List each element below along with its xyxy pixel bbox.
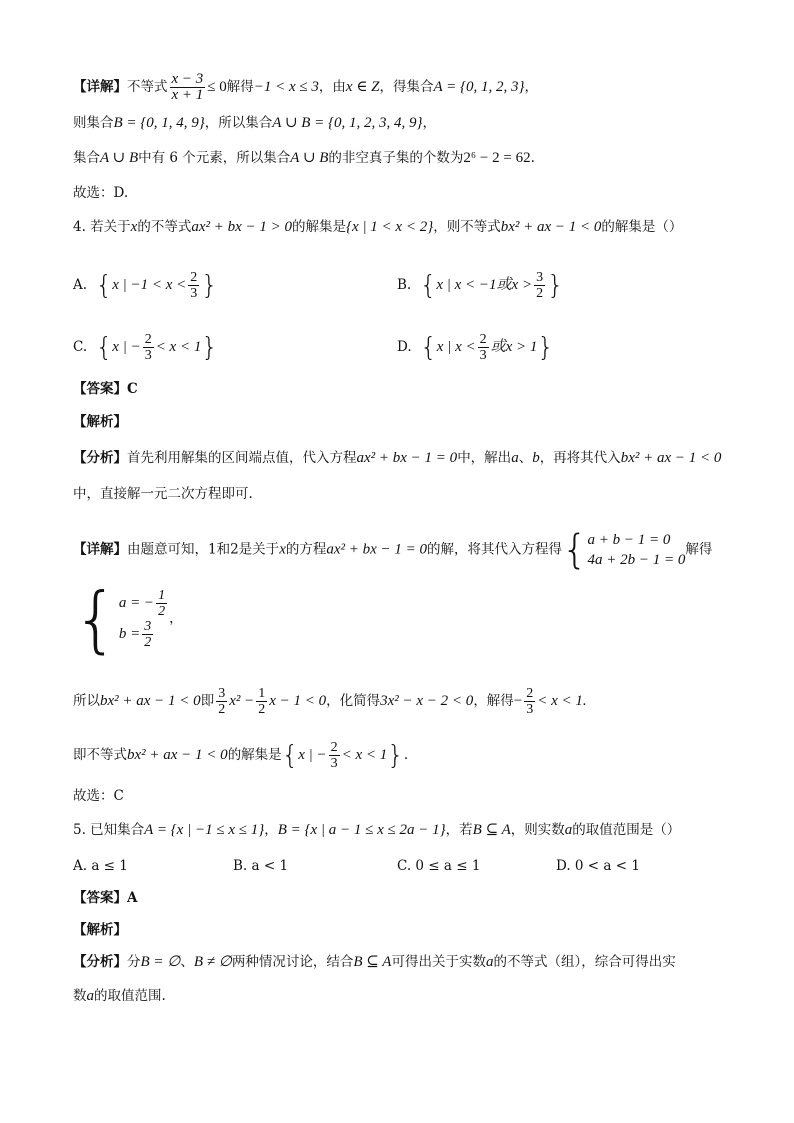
solution-system: { a = − $\frac{1}{2}$ b = $\frac{3}{2}$ ， xyxy=(73,577,183,661)
analysis-5-line-1: 【分析】分B = ∅、B ≠ ∅两种情况讨论，结合B ⊆ A可得出关于实数a的不等式（组），综合可得出实 xyxy=(73,954,676,970)
question-5: 5. 已知集合A = {x | −1 ≤ x ≤ 1}，B = {x | a − 1 ≤ x ≤ 2a − 1}，若B ⊆ A，则实数a的取值范围是（） xyxy=(73,822,681,838)
detail-tag: 【详解】 xyxy=(73,79,127,95)
fraction: $\frac{2}{3}$ xyxy=(526,686,534,717)
fraction: $\frac{x - 3}{x + 1}$ xyxy=(171,71,204,103)
fraction: $\frac{1}{2}$ xyxy=(158,588,166,619)
fraction: $\frac{3}{2}$ xyxy=(218,686,226,717)
analysis-5-header: 【解析】 xyxy=(73,922,127,938)
option-c[interactable]: C. {x | − $\frac{2}{3}$ < x < 1} xyxy=(73,332,218,363)
fraction: $\frac{2}{3}$ xyxy=(144,332,152,363)
q5-option-a[interactable]: A. a ≤ 1 xyxy=(73,858,128,874)
q5-option-b[interactable]: B. a < 1 xyxy=(233,858,289,874)
detail-4-line-1: 【详解】由题意可知，1和2是关于x的方程ax² + bx − 1 = 0的解，将其代入方程得 { a + b − 1 = 0 4a + 2b − 1 = 0 解得 xyxy=(73,527,713,573)
option-b[interactable]: B. {x | x < −1或x > $\frac{3}{2}$ } xyxy=(397,270,564,301)
question-4: 4. 若关于x的不等式ax² + bx − 1 > 0的解集是{x | 1 < x < 2}，则不等式bx² + ax − 1 < 0的解集是（） xyxy=(73,219,683,235)
detail-line-3: 集合A ∪ B中有 6 个元素，所以集合A ∪ B的非空真子集的个数为2⁶ − 2 = 62. xyxy=(73,150,535,166)
option-a[interactable]: A. {x | −1 < x < $\frac{2}{3}$ } xyxy=(73,270,218,301)
analysis-4-line-2: 中，直接解一元二次方程即可. xyxy=(73,486,253,502)
fraction: $\frac{2}{3}$ xyxy=(330,740,338,771)
choice-line: 故选：D. xyxy=(73,185,129,201)
detail-line-1: 【详解】不等式 $\frac{x - 3}{x + 1}$ ≤ 0解得−1 < x ≤ 3，由x ∈ Z，得集合A = {0, 1, 2, 3}， xyxy=(73,71,539,103)
option-d[interactable]: D. {x | x < $\frac{2}{3}$ 或x > 1} xyxy=(397,332,554,363)
q5-option-c[interactable]: C. 0 ≤ a ≤ 1 xyxy=(397,858,481,874)
analysis-4-header: 【解析】 xyxy=(73,414,127,430)
fraction: $\frac{2}{3}$ xyxy=(479,332,487,363)
fraction: $\frac{3}{2}$ xyxy=(144,619,152,650)
detail-4-line-3: 所以bx² + ax − 1 < 0即 $\frac{3}{2}$ x² − $\frac{1}{2}$ x − 1 < 0，化简得3x² − x − 2 < 0，解得− $\frac{2}{3}$ < x < 1. xyxy=(73,686,587,717)
q5-option-d[interactable]: D. 0 < a < 1 xyxy=(556,858,640,874)
analysis-5-line-2: 数a的取值范围. xyxy=(73,988,166,1004)
choice-line-4: 故选：C xyxy=(73,788,124,804)
fraction: $\frac{2}{3}$ xyxy=(190,270,198,301)
detail-line-2: 则集合B = {0, 1, 4, 9}，所以集合A ∪ B = {0, 1, 2, 3, 4, 9}， xyxy=(73,115,437,131)
equation-system: { a + b − 1 = 0 4a + 2b − 1 = 0 xyxy=(562,527,686,573)
detail-4-line-4: 即不等式bx² + ax − 1 < 0的解集是{x | − $\frac{2}{3}$ < x < 1}. xyxy=(73,740,409,771)
answer-4: 【答案】C xyxy=(73,381,138,397)
fraction: $\frac{1}{2}$ xyxy=(258,686,266,717)
fraction: $\frac{3}{2}$ xyxy=(536,270,544,301)
answer-5: 【答案】A xyxy=(73,890,138,906)
analysis-4-line-1: 【分析】首先利用解集的区间端点值，代入方程ax² + bx − 1 = 0中，解出a、b，再将其代入bx² + ax − 1 < 0 xyxy=(73,450,722,466)
